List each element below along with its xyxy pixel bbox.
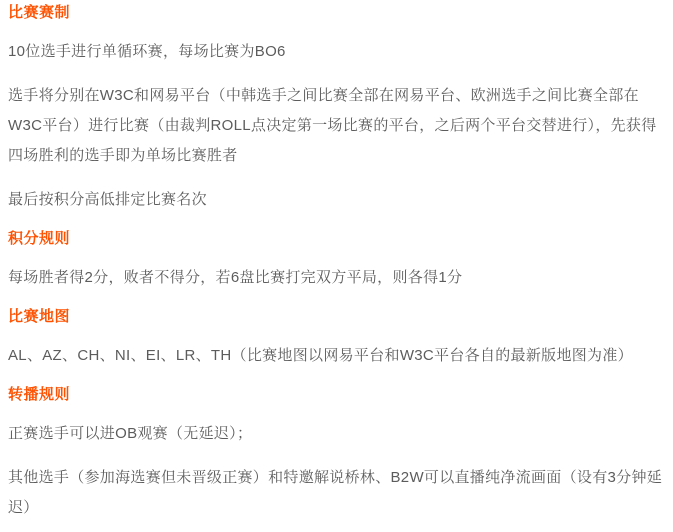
rule-paragraph-platforms: 选手将分别在W3C和网易平台（中韩选手之间比赛全部在网易平台、欧洲选手之间比赛全部在W3C平台）进行比赛（由裁判ROLL点决定第一场比赛的平台，之后两个平台交替进行），先获得四场胜利的选手即为单场比赛胜者 — [8, 87, 657, 164]
section-heading-maps: 比赛地图 — [8, 308, 71, 325]
rule-paragraph-points: 每场胜者得2分，败者不得分，若6盘比赛打完双方平局，则各得1分 — [8, 269, 463, 286]
rule-paragraph-ranking: 最后按积分高低排定比赛名次 — [8, 191, 207, 208]
rule-paragraph-map-pool: AL、AZ、CH、NI、EI、LR、TH（比赛地图以网易平台和W3C平台各自的最新版地图为准） — [8, 347, 633, 364]
section-heading-broadcast: 转播规则 — [8, 386, 71, 403]
section-heading-format: 比赛赛制 — [8, 4, 71, 21]
rule-paragraph-other-players: 其他选手（参加海选赛但未晋级正赛）和特邀解说桥林、B2W可以直播纯净流画面（设有3分钟延迟） — [8, 469, 663, 516]
rule-paragraph-roundrobin: 10位选手进行单循环赛，每场比赛为BO6 — [8, 43, 286, 60]
rule-paragraph-observer: 正赛选手可以进OB观赛（无延迟）； — [8, 425, 253, 442]
section-heading-scoring: 积分规则 — [8, 230, 71, 247]
